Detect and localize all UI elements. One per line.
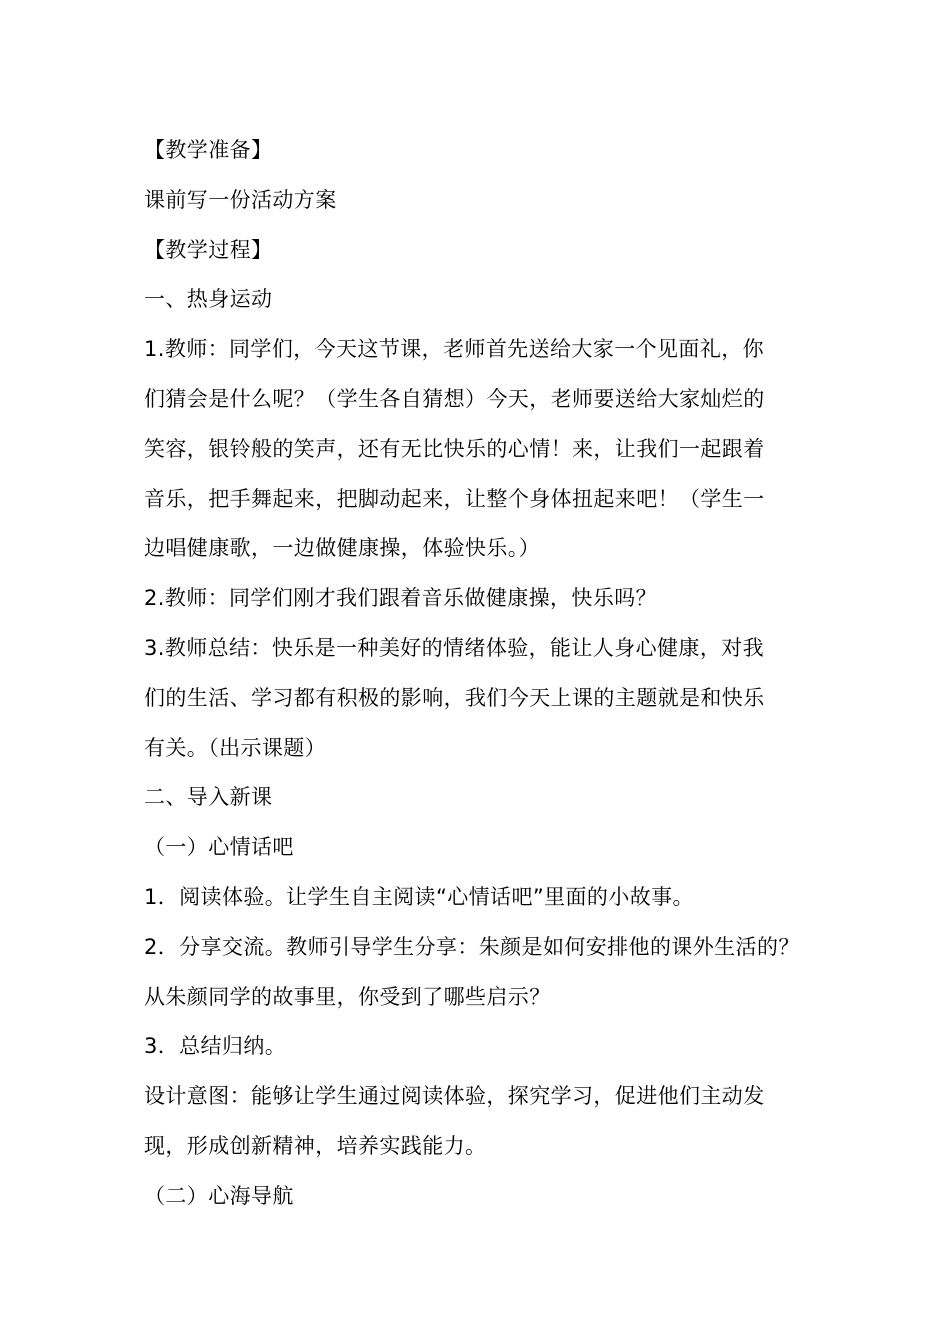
paragraph-line: 从朱颜同学的故事里，你受到了哪些启示？: [144, 984, 551, 1009]
paragraph-line: 3．总结归纳。: [144, 1034, 287, 1059]
subsection-heading: （二）心海导航: [144, 1183, 294, 1208]
heading-teaching-preparation: 【教学准备】: [144, 138, 273, 162]
paragraph-line: 1．阅读体验。让学生自主阅读“心情话吧”里面的小故事。: [144, 884, 694, 909]
paragraph-line: 们的生活、学习都有积极的影响，我们今天上课的主题就是和快乐: [144, 685, 765, 710]
paragraph-line: 边唱健康歌，一边做健康操，体验快乐。）: [144, 536, 541, 561]
document-page: [144, 126, 824, 1222]
paragraph-line: 有关。（出示课题）: [144, 735, 327, 760]
section-heading-new-lesson: 二、导入新课: [144, 785, 273, 810]
heading-teaching-process: 【教学过程】: [144, 237, 273, 262]
paragraph-line: 课前写一份活动方案: [144, 187, 337, 212]
paragraph-line: 2.教师：同学们刚才我们跟着音乐做健康操，快乐吗？: [144, 586, 658, 611]
paragraph-line: 们猜会是什么呢？（学生各自猜想）今天，老师要送给大家灿烂的: [144, 386, 765, 411]
paragraph-line: 设计意图：能够让学生通过阅读体验，探究学习，促进他们主动发: [144, 1084, 765, 1109]
subsection-heading: （一）心情话吧: [144, 835, 294, 860]
paragraph-line: 1.教师：同学们，今天这节课，老师首先送给大家一个见面礼，你: [144, 337, 765, 362]
paragraph-line: 现，形成创新精神，培养实践能力。: [144, 1133, 487, 1158]
section-heading-warmup: 一、热身运动: [144, 287, 273, 312]
paragraph-line: 2．分享交流。教师引导学生分享：朱颜是如何安排他的课外生活的？: [144, 934, 800, 959]
paragraph-line: 音乐，把手舞起来，把脚动起来，让整个身体扭起来吧！（学生一: [144, 486, 765, 511]
paragraph-line: 笑容，银铃般的笑声，还有无比快乐的心情！来，让我们一起跟着: [144, 436, 765, 461]
paragraph-line: 3.教师总结：快乐是一种美好的情绪体验，能让人身心健康，对我: [144, 635, 765, 660]
